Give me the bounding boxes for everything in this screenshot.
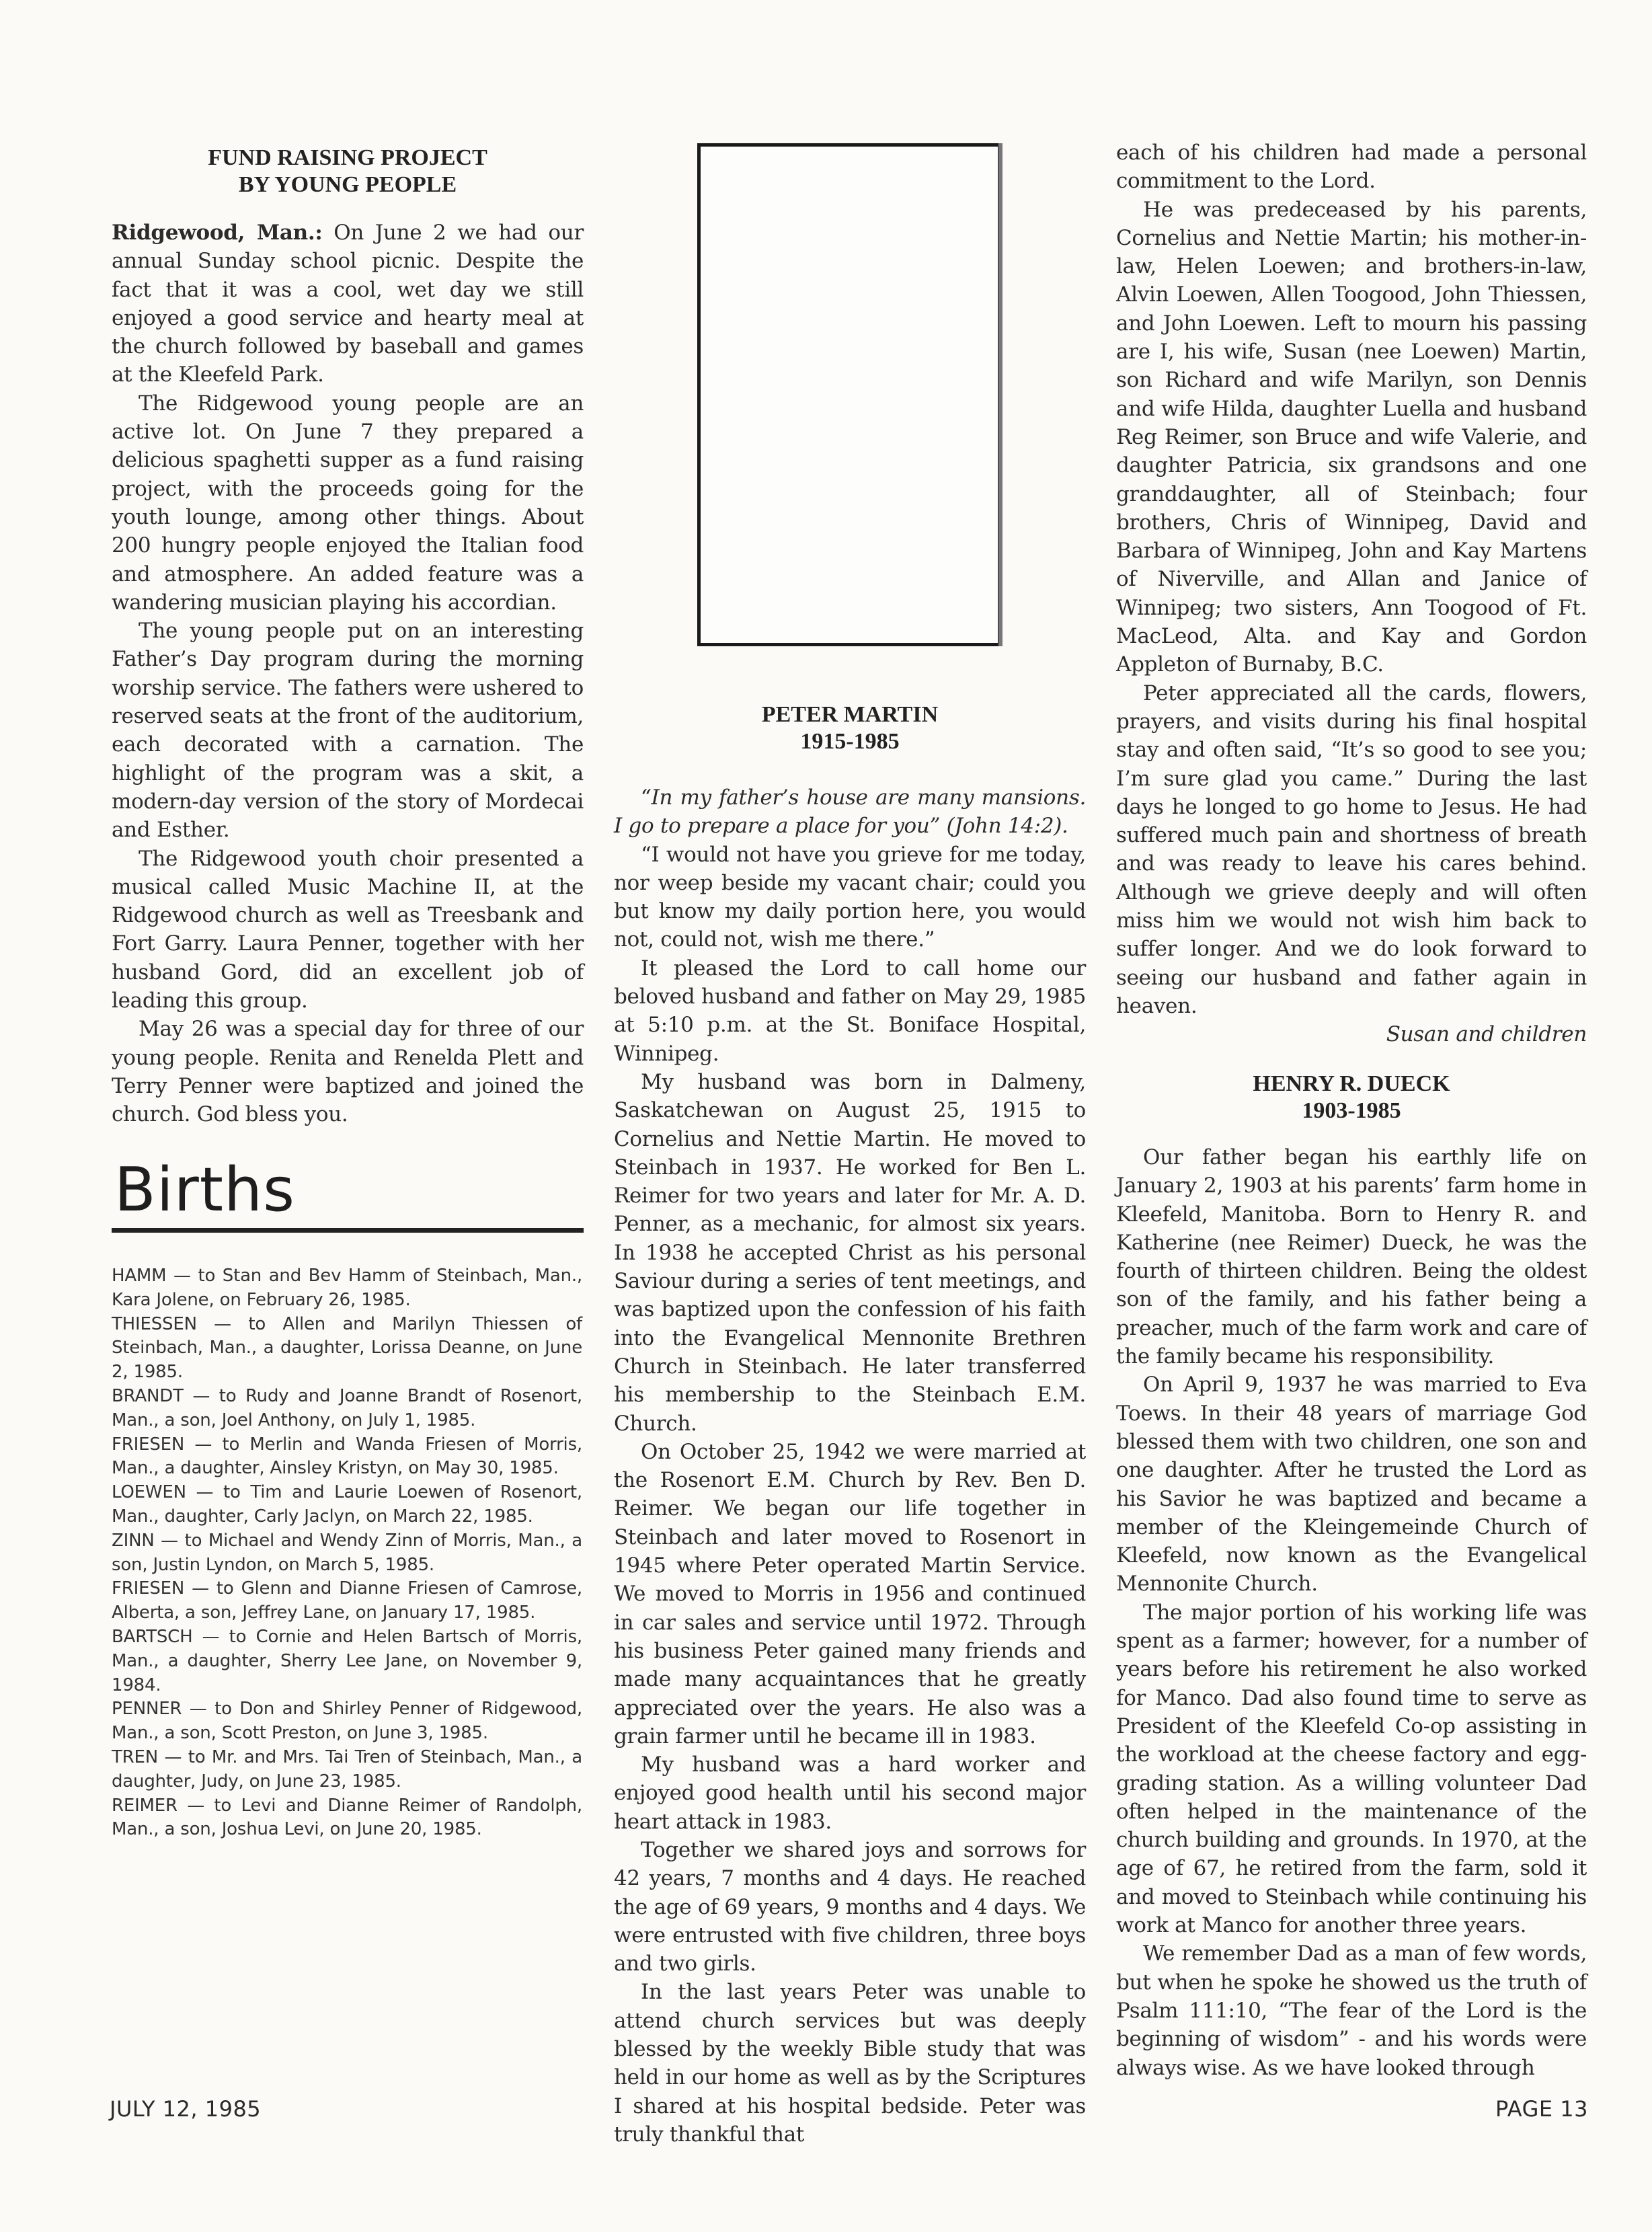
obituary-dueck-text xyxy=(1116,1143,1587,2082)
article-paragraph: The Ridgewood youth choir presented a musical called Music Machine II, at the Ridgewood church as well as Treesbank and Fort Garry. Laura Penner, together with her husband Gord, did an excellent job of leading this group. xyxy=(112,846,584,1013)
fund-raising-heading-line2: BY YOUNG PEOPLE xyxy=(238,172,457,197)
scripture-quote: “In my father’s house are many mansions. I go to prepare a place for you” (John 14:2). xyxy=(614,785,1086,839)
article-paragraph: The young people put on an interesting Father’s Day program during the morning worship service. The fathers were ushered to reserved seats at the front of the auditorium, each decorated with a carnation. The highlight of the program was a skit, a modern-day version of the story of Mordecai and Esther. xyxy=(112,619,584,843)
fund-raising-article xyxy=(112,219,584,1129)
birth-entry: ZINN — to Michael and Wendy Zinn of Morris, Man., a son, Justin Lyndon, on March 5, 1985. xyxy=(112,1530,582,1575)
birth-entry: BARTSCH — to Cornie and Helen Bartsch of Morris, Man., a daughter, Sherry Lee Jane, on November 9, 1984. xyxy=(112,1626,582,1695)
births-section-title: Births xyxy=(114,1155,295,1225)
dateline: Ridgewood, Man.: xyxy=(112,221,323,245)
obituary-martin-years: 1915-1985 xyxy=(800,729,900,754)
article-paragraph: On October 25, 1942 we were married at the Rosenort E.M. Church by Rev. Ben D. Reimer. We began our life together in Steinbach and later moved to Rosenort in 1945 where Peter operated Martin Service. We moved to Morris in 1956 and continued in car sales and service until 1972. Through his business Peter gained many friends and made many acquaintances that he greatly appreciated over the years. He also was a grain farmer until he became ill in 1983. xyxy=(614,1439,1086,1748)
birth-entry: TREN — to Mr. and Mrs. Tai Tren of Steinbach, Man., a daughter, Judy, on June 23, 1985. xyxy=(112,1746,582,1792)
birth-entry: PENNER — to Don and Shirley Penner of Ridgewood, Man., a son, Scott Preston, on June 3, 1985. xyxy=(112,1699,582,1744)
article-paragraph: Peter appreciated all the cards, flowers, prayers, and visits during his final hospital stay and often said, “It’s so good to see you; I’m sure glad you came.” During the last days he longed to go home to Jesus. He had suffered much pain and shortness of breath and was ready to leave his cares behind. Although we grieve deeply and will often miss him we would not wish him back to suffer longer. And we do look forward to seeing our husband and father again in heaven. xyxy=(1116,681,1587,1018)
birth-entry: BRANDT — to Rudy and Joanne Brandt of Rosenort, Man., a son, Joel Anthony, on July 1, 1985. xyxy=(112,1385,582,1430)
article-paragraph: Our father began his earthly life on January 2, 1903 at his parents’ farm home in Kleefeld, Manitoba. Born to Henry R. and Katherine (nee Reimer) Dueck, he was the fourth of thirteen children. Being the oldest son of the family, and his father being a preacher, much of the farm work and care of the family became his responsibility. xyxy=(1116,1145,1587,1369)
article-paragraph: My husband was born in Dalmeny, Saskatchewan on August 25, 1915 to Cornelius and Nettie Martin. He moved to Steinbach in 1937. He worked for Ben L. Reimer for two years and later for Mr. A. D. Penner, as a mechanic, for almost six years. In 1938 he accepted Christ as his personal Saviour during a series of tent meetings, and was baptized upon the confession of his faith into the Evangelical Mennonite Brethren Church in Steinbach. He later transferred his membership to the Steinbach E.M. Church. xyxy=(614,1069,1086,1436)
article-paragraph: “I would not have you grieve for me today, nor weep beside my vacant chair; could you but know my daily portion here, you would not, could not, wish me there.” xyxy=(614,842,1086,952)
birth-entry: REIMER — to Levi and Dianne Reimer of Randolph, Man., a son, Joshua Levi, on June 20, 1985. xyxy=(112,1795,582,1840)
article-paragraph: We remember Dad as a man of few words, but when he spoke he showed us the truth of Psalm 111:10, “The fear of the Lord is the beginning of wisdom” - and his words were always wise. As we have looked through xyxy=(1116,1941,1587,2080)
article-paragraph: He was predeceased by his parents, Cornelius and Nettie Martin; his mother-in-law, Helen Loewen; and brothers-in-law, Alvin Loewen, Allen Toogood, John Thiessen, and John Loewen. Left to mourn his passing are I, his wife, Susan (nee Loewen) Martin, son Richard and wife Marilyn, son Dennis and wife Hilda, daughter Luella and husband Reg Reimer, son Bruce and wife Valerie, and daughter Patricia, six grandsons and one granddaughter, all of Steinbach; four brothers, Chris of Winnipeg, David and Barbara of Winnipeg, John and Kay Martens of Niverville, and Allan and Janice of Winnipeg; two sisters, Ann Toogood of Ft. MacLeod, Alta. and Kay and Gordon Appleton of Burnaby, B.C. xyxy=(1116,197,1587,677)
fund-raising-heading-line1: FUND RAISING PROJECT xyxy=(208,145,487,170)
obituary-dueck-heading xyxy=(1116,1071,1587,1124)
article-paragraph: It pleased the Lord to call home our beloved husband and father on May 29, 1985 at 5:10 p.m. at the St. Boniface Hospital, Winnipeg. xyxy=(614,956,1086,1066)
article-paragraph: In the last years Peter was unable to attend church services but was deeply blessed by the weekly Bible study that was held in our home as well as by the Scriptures I shared at his hospital bedside. Peter was truly thankful that xyxy=(614,1980,1086,2147)
obituary-martin-text xyxy=(614,783,1086,2149)
portrait-photo-frame xyxy=(697,143,1001,646)
birth-entry: LOEWEN — to Tim and Laurie Loewen of Rosenort, Man., daughter, Carly Jaclyn, on March 22, 1985. xyxy=(112,1482,582,1527)
birth-entry: HAMM — to Stan and Bev Hamm of Steinbach, Man., Kara Jolene, on February 26, 1985. xyxy=(112,1266,582,1310)
article-paragraph: On April 9, 1937 he was married to Eva Toews. In their 48 years of marriage God blessed them with two children, one son and one daughter. After he trusted the Lord as his Savior he was baptized and became a member of the Kleingemeinde Church of Kleefeld, now known as the Evangelical Mennonite Church. xyxy=(1116,1373,1587,1596)
fund-raising-heading xyxy=(112,145,584,198)
article-text: On June 2 we had our annual Sunday school picnic. Despite the fact that it was a cool, wet day we still enjoyed a good service and hearty meal at the church followed by baseball and games at the Kleefeld Park. xyxy=(112,221,584,387)
obituary-dueck-years: 1903-1985 xyxy=(1302,1098,1401,1123)
obituary-dueck-name: HENRY R. DUECK xyxy=(1253,1071,1450,1096)
obituary-martin-heading xyxy=(614,701,1086,755)
article-paragraph: The major portion of his working life was spent as a farmer; however, for a number of years before his retirement he also worked for Manco. Dad also found time to serve as President of the Kleefeld Co-op assisting in the workload at the cheese factory and egg-grading station. As a willing volunteer Dad often helped in the maintenance of the church building and grounds. In 1970, at the age of 67, he retired from the farm, sold it and moved to Steinbach while continuing his work at Manco for another three years. xyxy=(1116,1600,1587,1938)
article-paragraph xyxy=(112,219,584,389)
page-number: PAGE 13 xyxy=(1495,2096,1588,2122)
birth-entry: FRIESEN — to Merlin and Wanda Friesen of Morris, Man., a daughter, Ainsley Kristyn, on May 30, 1985. xyxy=(112,1434,582,1479)
article-paragraph: My husband was a hard worker and enjoyed good health until his second major heart attack in 1983. xyxy=(614,1753,1086,1834)
births-divider xyxy=(112,1228,584,1233)
article-paragraph: May 26 was a special day for three of our young people. Renita and Renelda Plett and Terry Penner were baptized and joined the church. God bless you. xyxy=(112,1017,584,1127)
obituary-signature: Susan and children xyxy=(1386,1022,1587,1047)
birth-entry: FRIESEN — to Glenn and Dianne Friesen of Camrose, Alberta, a son, Jeffrey Lane, on January 17, 1985. xyxy=(112,1578,582,1623)
birth-entry: THIESSEN — to Allen and Marilyn Thiessen of Steinbach, Man., a daughter, Lorissa Deanne, on June 2, 1985. xyxy=(112,1313,582,1383)
portrait-frame-shadow xyxy=(998,143,1002,646)
article-paragraph: The Ridgewood young people are an active lot. On June 7 they prepared a delicious spaghetti supper as a fund raising project, with the proceeds going for the youth lounge, among other things. About 200 hungry people enjoyed the Italian food and atmosphere. An added feature was a wandering musician playing his accordian. xyxy=(112,391,584,615)
issue-date: JULY 12, 1985 xyxy=(110,2096,262,2122)
article-paragraph: Together we shared joys and sorrows for 42 years, 7 months and 4 days. He reached the age of 69 years, 9 months and 4 days. We were entrusted with five children, three boys and two girls. xyxy=(614,1837,1086,1976)
article-paragraph: each of his children had made a personal commitment to the Lord. xyxy=(1116,141,1587,194)
obituary-martin-continued xyxy=(1116,139,1587,1049)
births-list xyxy=(112,1264,582,1842)
obituary-martin-name: PETER MARTIN xyxy=(761,702,939,727)
